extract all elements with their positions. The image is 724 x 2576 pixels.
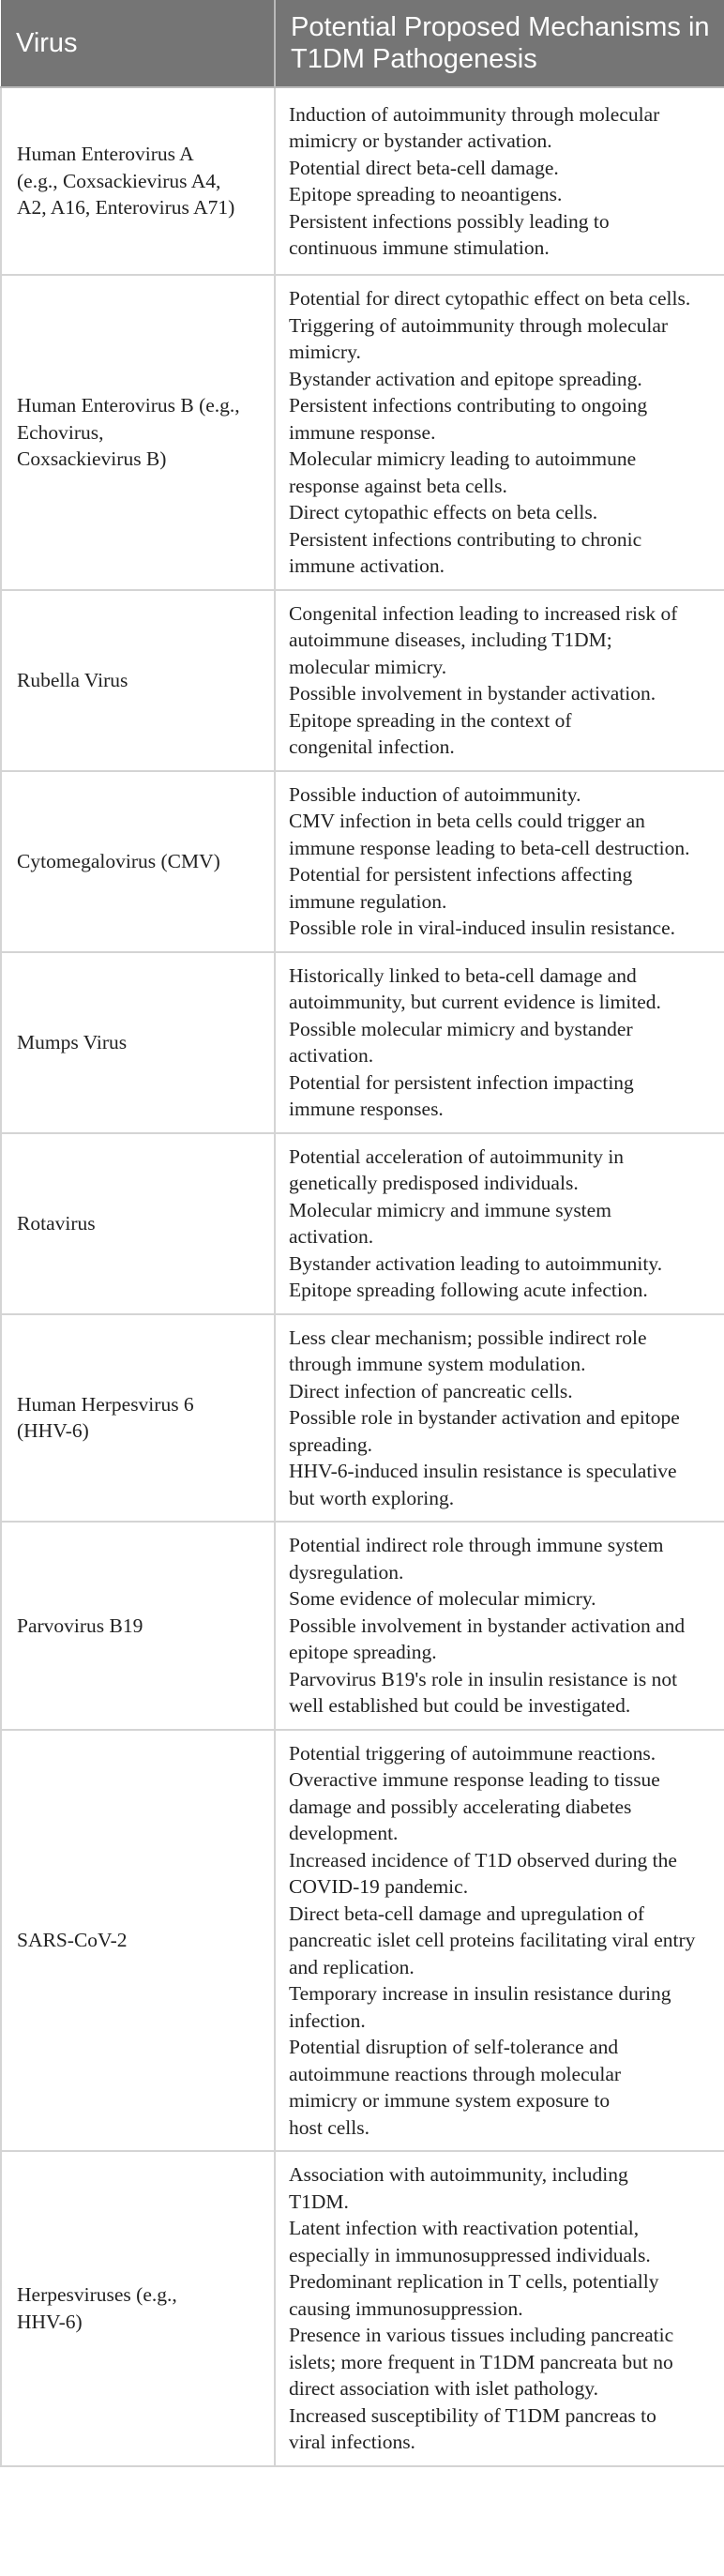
- mechanism-line: Bystander activation and epitope spreading.: [289, 367, 642, 390]
- mechanism-line: CMV infection in beta cells could trigger an: [289, 810, 645, 832]
- virus-name-line: (HHV-6): [17, 1419, 89, 1443]
- mechanisms-cell: [275, 771, 724, 952]
- mechanism-line: Presence in various tissues including pancreatic: [289, 2324, 674, 2346]
- virus-name-line: Rubella Virus: [17, 668, 128, 691]
- mechanism-line: immune response leading to beta-cell destruction.: [289, 836, 690, 859]
- mechanism-line: autoimmune diseases, including T1DM;: [289, 629, 612, 651]
- table-row: [1, 771, 724, 952]
- mechanism-line: spreading.: [289, 1432, 372, 1456]
- mechanism-line: T1DM.: [289, 2190, 349, 2213]
- virus-cell: [1, 1730, 275, 2152]
- mechanism-line: viral infections.: [289, 2431, 415, 2453]
- mechanism-line: Possible involvement in bystander activation.: [289, 682, 656, 705]
- mechanism-line: response against beta cells.: [289, 474, 507, 497]
- mechanism-line: activation.: [289, 1225, 374, 1248]
- mechanism-line: Persistent infections contributing to ongoing: [289, 394, 648, 417]
- mechanism-line: molecular mimicry.: [289, 655, 447, 678]
- mechanism-line: Potential disruption of self-tolerance and: [289, 2036, 619, 2058]
- mechanism-line: Less clear mechanism; possible indirect role: [289, 1326, 647, 1349]
- table-row: [1, 2151, 724, 2466]
- table-header-row: [1, 0, 724, 87]
- virus-name-line: Rotavirus: [17, 1211, 96, 1235]
- mechanism-line: Latent infection with reactivation potential,: [289, 2217, 640, 2239]
- mechanism-line: dysregulation.: [289, 1560, 404, 1583]
- mechanism-line: Possible molecular mimicry and bystander: [289, 1017, 633, 1040]
- table-row: [1, 87, 724, 275]
- virus-name-line: A2, A16, Enterovirus A71): [17, 196, 235, 220]
- mechanism-line: Overactive immune response leading to tissue: [289, 1768, 660, 1791]
- virus-name-line: SARS-CoV-2: [17, 1929, 128, 1951]
- mechanism-line: Predominant replication in T cells, potentially: [289, 2270, 659, 2293]
- mechanism-line: causing immunosuppression.: [289, 2296, 523, 2320]
- mechanism-line: Possible role in viral-induced insulin resistance.: [289, 917, 675, 939]
- mechanism-line: especially in immunosuppressed individuals.: [289, 2243, 651, 2266]
- mechanism-line: Direct cytopathic effects on beta cells.: [289, 501, 598, 523]
- mechanism-line: Potential direct beta-cell damage.: [289, 156, 559, 179]
- mechanism-line: infection.: [289, 2008, 366, 2032]
- mechanisms-cell: [275, 87, 724, 275]
- mechanism-line: Potential for persistent infections affecting: [289, 863, 633, 886]
- mechanism-line: and replication.: [289, 1955, 415, 1978]
- mechanism-line: Increased incidence of T1D observed during the: [289, 1848, 677, 1871]
- virus-name-line: Human Enterovirus B (e.g.,: [17, 394, 240, 417]
- mechanism-line: Bystander activation leading to autoimmunity.: [289, 1251, 663, 1275]
- table-row: [1, 590, 724, 771]
- mechanisms-cell: [275, 1133, 724, 1314]
- mechanism-line: immune response.: [289, 420, 436, 444]
- mechanism-line: Epitope spreading to neoantigens.: [289, 183, 563, 205]
- table-row: [1, 952, 724, 1133]
- mechanisms-cell: [275, 1522, 724, 1730]
- table-row: [1, 275, 724, 590]
- virus-cell: [1, 590, 275, 771]
- mechanism-line: Possible involvement in bystander activation and: [289, 1614, 686, 1637]
- virus-cell: [1, 87, 275, 275]
- mechanism-line: Potential triggering of autoimmune reactions.: [289, 1741, 656, 1765]
- mechanism-line: continuous immune stimulation.: [289, 236, 550, 259]
- mechanism-line: Parvovirus B19's role in insulin resistance is not: [289, 1667, 678, 1690]
- header-mechanisms-line: Potential Proposed Mechanisms in: [291, 12, 710, 42]
- table-row: [1, 1133, 724, 1314]
- mechanism-line: Association with autoimmunity, including: [289, 2163, 628, 2186]
- mechanism-line: islets; more frequent in T1DM pancreata but no: [289, 2350, 673, 2373]
- mechanism-line: Direct beta-cell damage and upregulation of: [289, 1902, 645, 1925]
- table-row: [1, 1730, 724, 2152]
- table-body: [1, 87, 724, 2466]
- header-virus: Virus: [1, 0, 275, 87]
- mechanism-line: Triggering of autoimmunity through molecular: [289, 313, 669, 337]
- mechanism-line: mimicry.: [289, 341, 361, 363]
- mechanism-line: Some evidence of molecular mimicry.: [289, 1587, 596, 1610]
- mechanism-line: Induction of autoimmunity through molecular: [289, 102, 660, 126]
- virus-name-line: Human Herpesvirus 6: [17, 1392, 194, 1416]
- table-row: [1, 1522, 724, 1730]
- mechanism-line: genetically predisposed individuals.: [289, 1172, 579, 1194]
- mechanism-line: Historically linked to beta-cell damage and: [289, 963, 637, 987]
- virus-cell: [1, 952, 275, 1133]
- virus-cell: [1, 1522, 275, 1730]
- mechanisms-cell: [275, 590, 724, 771]
- mechanism-line: Epitope spreading in the context of: [289, 708, 572, 732]
- virus-cell: [1, 275, 275, 590]
- mechanism-line: Possible role in bystander activation and epitope: [289, 1406, 680, 1429]
- mechanism-line: mimicry or bystander activation.: [289, 129, 552, 152]
- mechanism-line: Potential for direct cytopathic effect on beta cells.: [289, 287, 691, 310]
- virus-name-line: Herpesviruses (e.g.,: [17, 2283, 177, 2307]
- mechanism-line: Molecular mimicry and immune system: [289, 1198, 611, 1221]
- mechanism-line: activation.: [289, 1044, 374, 1067]
- table-row: [1, 1314, 724, 1523]
- mechanism-line: direct association with islet pathology.: [289, 2377, 598, 2400]
- virus-name-line: Echovirus,: [17, 420, 104, 444]
- mechanism-line: Epitope spreading following acute infection.: [289, 1279, 648, 1301]
- mechanism-line: Potential for persistent infection impacting: [289, 1070, 634, 1094]
- mechanisms-cell: [275, 1730, 724, 2152]
- mechanism-line: congenital infection.: [289, 735, 455, 758]
- virus-cell: [1, 1314, 275, 1523]
- mechanism-line: Direct infection of pancreatic cells.: [289, 1379, 573, 1402]
- mechanism-line: epitope spreading.: [289, 1641, 437, 1663]
- mechanisms-cell: [275, 952, 724, 1133]
- virus-name-line: Cytomegalovirus (CMV): [17, 849, 220, 872]
- mechanism-line: autoimmune reactions through molecular: [289, 2062, 622, 2085]
- mechanisms-cell: [275, 2151, 724, 2466]
- virus-name-line: (e.g., Coxsackievirus A4,: [17, 169, 221, 192]
- mechanism-line: Potential indirect role through immune system: [289, 1534, 664, 1556]
- mechanism-line: Potential acceleration of autoimmunity in: [289, 1144, 625, 1168]
- mechanism-line: Persistent infections possibly leading to: [289, 209, 610, 233]
- mechanism-line: immune responses.: [289, 1098, 444, 1120]
- virus-name-line: HHV-6): [17, 2310, 83, 2333]
- mechanism-line: mimicry or immune system exposure to: [289, 2089, 611, 2112]
- mechanism-line: through immune system modulation.: [289, 1353, 586, 1375]
- mechanism-line: host cells.: [289, 2115, 370, 2139]
- mechanism-line: Increased susceptibility of T1DM pancreas to: [289, 2403, 656, 2427]
- mechanism-line: HHV-6-induced insulin resistance is speculative: [289, 1460, 677, 1482]
- mechanism-line: immune activation.: [289, 554, 445, 577]
- mechanism-line: Congenital infection leading to increased risk of: [289, 601, 678, 625]
- mechanism-line: immune regulation.: [289, 889, 447, 913]
- virus-name-line: Mumps Virus: [17, 1030, 128, 1053]
- virus-name-line: Parvovirus B19: [17, 1614, 143, 1637]
- mechanism-line: COVID-19 pandemic.: [289, 1875, 469, 1898]
- mechanism-line: Persistent infections contributing to chronic: [289, 527, 642, 551]
- virus-cell: [1, 771, 275, 952]
- mechanism-line: pancreatic islet cell proteins facilitating viral entry: [289, 1929, 696, 1951]
- mechanisms-cell: [275, 275, 724, 590]
- mechanism-line: well established but could be investigated.: [289, 1694, 631, 1717]
- mechanism-line: Molecular mimicry leading to autoimmune: [289, 447, 637, 470]
- mechanism-line: Temporary increase in insulin resistance during: [289, 1982, 671, 2005]
- virus-cell: [1, 1133, 275, 1314]
- mechanism-line: development.: [289, 1822, 399, 1844]
- mechanism-line: but worth exploring.: [289, 1486, 455, 1509]
- mechanism-line: damage and possibly accelerating diabetes: [289, 1795, 632, 1818]
- mechanism-line: Possible induction of autoimmunity.: [289, 782, 581, 806]
- header-mechanisms-line: T1DM Pathogenesis: [291, 44, 537, 74]
- mechanisms-cell: [275, 1314, 724, 1523]
- virus-cell: [1, 2151, 275, 2466]
- mechanism-line: autoimmunity, but current evidence is limited.: [289, 991, 661, 1013]
- virus-name-line: Human Enterovirus A: [17, 143, 194, 166]
- header-mechanisms: [275, 0, 724, 87]
- virus-name-line: Coxsackievirus B): [17, 447, 167, 470]
